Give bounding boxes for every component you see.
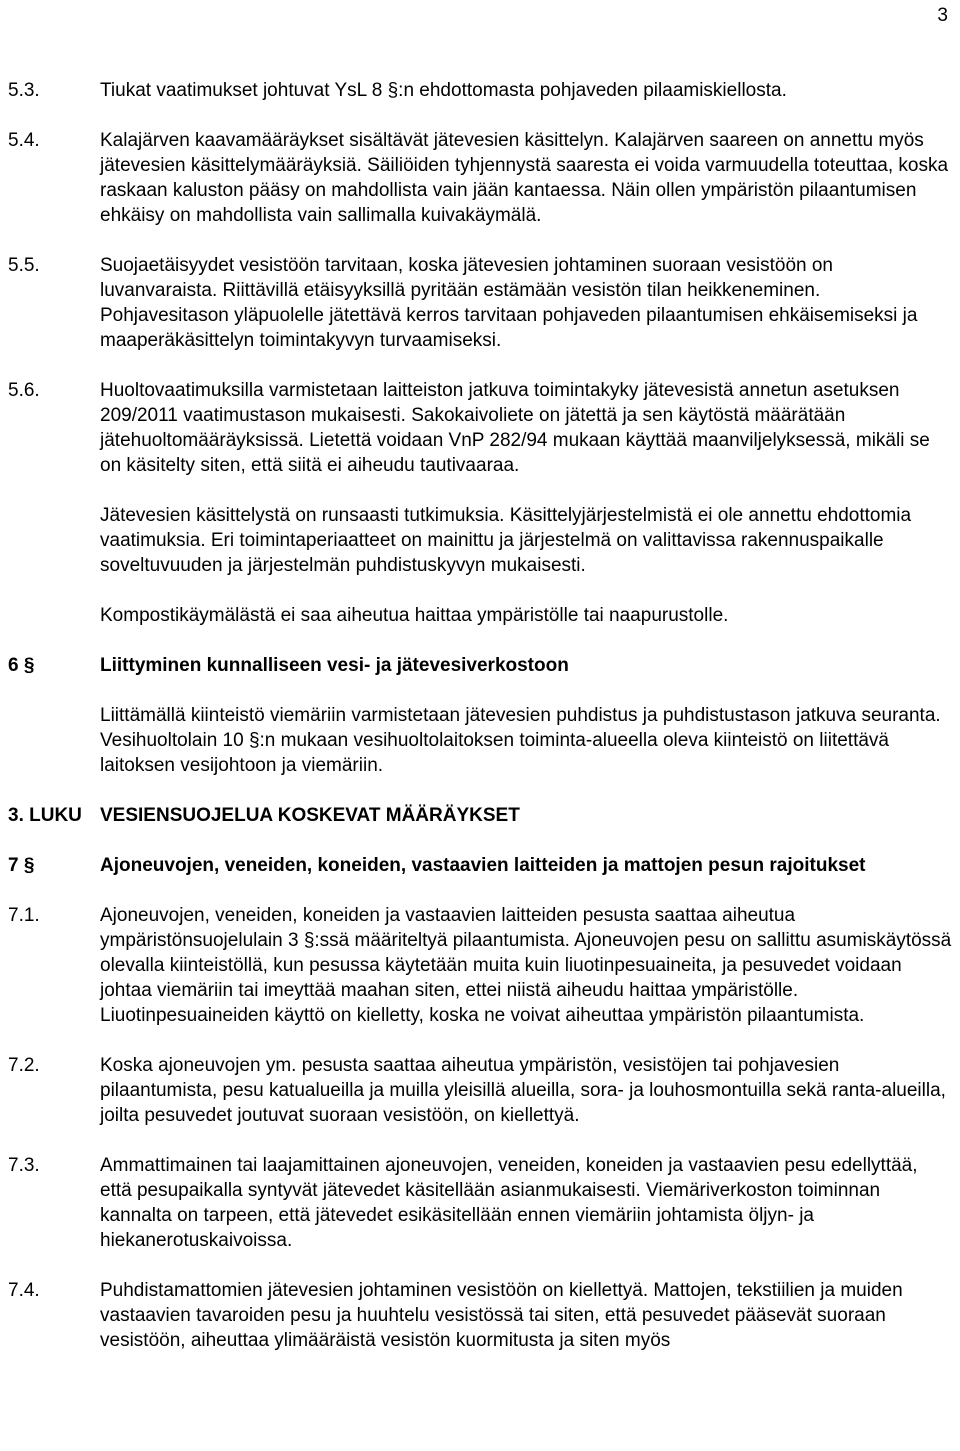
clause-paragraph: Tiukat vaatimukset johtuvat YsL 8 §:n ehdottomasta pohjaveden pilaamiskiellosta. bbox=[100, 80, 787, 101]
clause-body bbox=[100, 128, 953, 228]
clause-number: 7.1. bbox=[8, 905, 40, 926]
clause-number: 7.3. bbox=[8, 1155, 40, 1176]
clause-number: 5.6. bbox=[8, 380, 40, 401]
clause-paragraph: Kalajärven kaavamääräykset sisältävät jätevesien käsittelyn. Kalajärven saareen on annettu myös jätevesien käsittelymääräyksiä. Säiliöiden tyhjennystä saaresta ei voida varmuudella toteuttaa, koska raskaan kaluston pääsy on mahdollista vain jään kantaessa. Näin ollen ympäristön pilaantumisen ehkäisy on mahdollista vain sallimalla kuivakäymälä. bbox=[100, 130, 949, 226]
chapter-title: VESIENSUOJELUA KOSKEVAT MÄÄRÄYKSET bbox=[100, 805, 520, 826]
section-number: 6 § bbox=[8, 655, 35, 676]
clause-number: 7.4. bbox=[8, 1280, 40, 1301]
clause bbox=[8, 903, 953, 1028]
clause-paragraph: Ammattimainen tai laajamittainen ajoneuvojen, veneiden, koneiden ja vastaavien pesu edellyttää, että pesupaikalla syntyvät jätevedet käsitellään asianmukaisesti. Viemäriverkoston toiminnan kannalta on tarpeen, että jätevedet esikäsitellään ennen viemäriin johtamista öljyn- ja hiekanerotuskaivoissa. bbox=[100, 1155, 918, 1251]
document-body bbox=[8, 78, 953, 1353]
clause-body bbox=[100, 1053, 953, 1128]
page-number: 3 bbox=[937, 5, 948, 26]
clause-number: 7.2. bbox=[8, 1055, 40, 1076]
section-6-body: Liittämällä kiinteistö viemäriin varmistetaan jätevesien puhdistus ja puhdistustason jatkuva seuranta. Vesihuoltolain 10 §:n mukaan vesihuoltolaitoksen toiminta-alueella oleva kiinteistö on liitettävä laitoksen vesijohtoon ja viemäriin. bbox=[100, 705, 941, 776]
clause bbox=[8, 1053, 953, 1128]
chapter-heading bbox=[8, 803, 953, 828]
clause-number: 5.5. bbox=[8, 255, 40, 276]
clause-paragraph: Huoltovaatimuksilla varmistetaan laitteiston jatkuva toimintakyky jätevesistä annetun asetuksen 209/2011 vaatimustason mukaisesti. Sakokaivoliete on jätettä ja sen käytöstä määrätään jätehuoltomääräyksissä. Lietettä voidaan VnP 282/94 mukaan käyttää maanviljelyksessä, mikäli se on käsitelty siten, että siitä ei aiheudu tautivaaraa. bbox=[100, 380, 930, 476]
clause-list-7 bbox=[8, 903, 953, 1353]
clause bbox=[8, 378, 953, 628]
clause-paragraph: Ajoneuvojen, veneiden, koneiden ja vastaavien laitteiden pesusta saattaa aiheutua ympäristönsuojelulain 3 §:ssä määriteltyä pilaantumista. Ajoneuvojen pesu on sallittu asumiskäytössä olevalla kiinteistöllä, kun pesussa käytetään muita kuin liuotinpesuaineita, ja pesuvedet voidaan johtaa viemäriin tai imeyttää maahan siten, ettei niistä aiheudu haittaa ympäristölle. Liuotinpesuaineiden käyttö on kielletty, koska ne voivat aiheuttaa ympäristön pilaantumista. bbox=[100, 905, 952, 1026]
section-title: Ajoneuvojen, veneiden, koneiden, vastaavien laitteiden ja mattojen pesun rajoitukset bbox=[100, 855, 866, 876]
clause-number: 5.3. bbox=[8, 80, 40, 101]
clause bbox=[8, 128, 953, 228]
clause bbox=[8, 253, 953, 353]
clause-number: 5.4. bbox=[8, 130, 40, 151]
clause-body bbox=[100, 78, 953, 103]
section-title: Liittyminen kunnalliseen vesi- ja jätevesiverkostoon bbox=[100, 655, 569, 676]
clause-body bbox=[100, 1278, 953, 1353]
clause bbox=[8, 1153, 953, 1253]
clause-list-5 bbox=[8, 78, 953, 628]
section-number: 7 § bbox=[8, 855, 35, 876]
clause-paragraph: Suojaetäisyydet vesistöön tarvitaan, koska jätevesien johtaminen suoraan vesistöön on luvanvaraista. Riittävillä etäisyyksillä pyritään estämään vesistön tilan heikkeneminen. Pohjavesitason yläpuolelle jätettävä kerros tarvitaan pohjaveden pilaantumisen ehkäisemiseksi ja maaperäkäsittelyn toimintakyvyn turvaamiseksi. bbox=[100, 255, 918, 351]
clause-paragraph: Jätevesien käsittelystä on runsaasti tutkimuksia. Käsittelyjärjestelmistä ei ole annettu ehdottomia vaatimuksia. Eri toimintaperiaatteet on mainittu ja järjestelmä on valittavissa rakennuspaikalle soveltuvuuden ja järjestelmän puhdistuskyvyn mukaisesti. bbox=[100, 505, 912, 576]
clause-body bbox=[100, 903, 953, 1028]
section-6-heading bbox=[8, 653, 953, 678]
section-7-heading bbox=[8, 853, 953, 878]
clause bbox=[8, 78, 953, 103]
clause-paragraph: Puhdistamattomien jätevesien johtaminen vesistöön on kiellettyä. Mattojen, tekstiilien ja muiden vastaavien tavaroiden pesu ja huuhtelu vesistössä tai siten, että pesuvedet pääsevät suoraan vesistöön, aiheuttaa ylimääräistä vesistön kuormitusta ja siten myös bbox=[100, 1280, 903, 1351]
clause-paragraph: Kompostikäymälästä ei saa aiheutua haittaa ympäristölle tai naapurustolle. bbox=[100, 605, 729, 626]
clause-paragraph: Koska ajoneuvojen ym. pesusta saattaa aiheutua ympäristön, vesistöjen tai pohjavesien pilaantumista, pesu katualueilla ja muilla yleisillä alueilla, sora- ja louhosmontuilla sekä ranta-alueilla, joilta pesuvedet joutuvat suoraan vesistöön, on kiellettyä. bbox=[100, 1055, 946, 1126]
clause-body bbox=[100, 1153, 953, 1253]
clause-body bbox=[100, 378, 953, 628]
clause-body bbox=[100, 253, 953, 353]
chapter-number: 3. LUKU bbox=[8, 805, 82, 826]
clause bbox=[8, 1278, 953, 1353]
